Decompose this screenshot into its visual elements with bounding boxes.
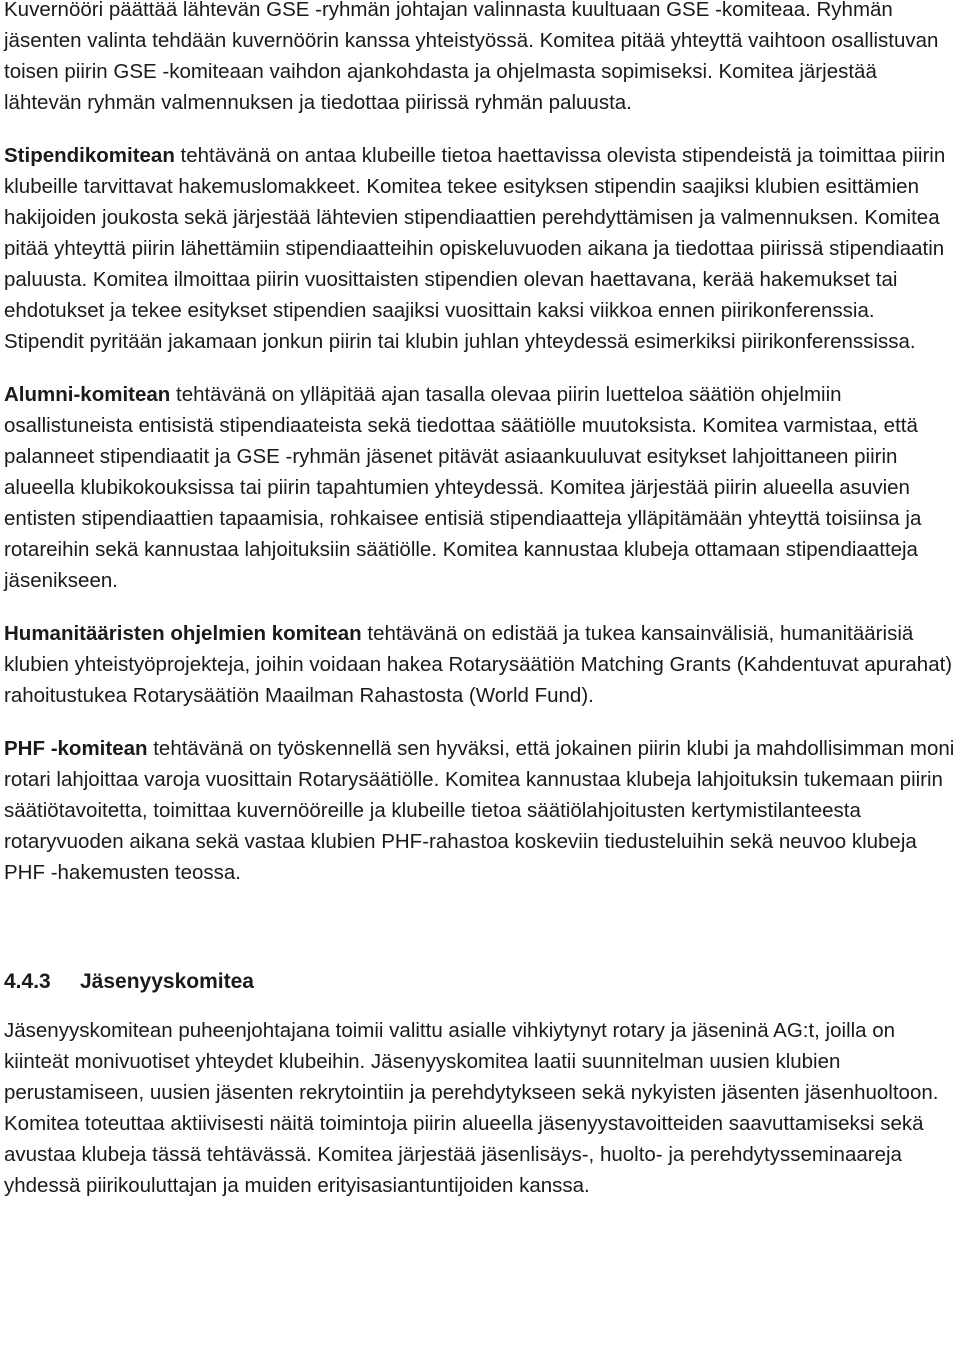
- paragraph-gap: [4, 596, 956, 618]
- section-number: 4.4.3: [4, 970, 51, 993]
- paragraph-stipendi-text: tehtävänä on antaa klubeille tietoa haettavissa olevista stipendeistä ja toimittaa piirin klubeille tarvittavat hakemuslomakkeet. Komitea tekee esityksen stipendin saajiksi klubien esittämien hakijoiden joukosta sekä järjestää lähtevien stipendiaattien perehdyttämisen ja valmennuksen. Komitea pitää yhteyttä piirin lähettämiin stipendiaatteihin opiskeluvuoden aikana ja tiedottaa piirissä stipendiaatin paluusta. Komitea ilmoittaa piirin vuosittaisten stipendien olevan haettavana, kerää hakemukset tai ehdotukset ja tekee esitykset stipendien saajiksi vuosittain kaksi viikkoa ennen piirikonferenssia. Stipendit pyritään jakamaan jonkun piirin tai klubin juhlan yhteydessä esimerkiksi piirikonferenssissa.: [4, 144, 946, 353]
- paragraph-alumnikomitea: [4, 379, 956, 596]
- paragraph-gap: [4, 118, 956, 140]
- paragraph-alumni-text: tehtävänä on ylläpitää ajan tasalla olevaa piirin luetteloa säätiön ohjelmiin osallistuneista entisistä stipendiaateista sekä tiedottaa säätiölle muutoksista. Komitea varmistaa, että palanneet stipendiaatit ja GSE -ryhmän jäsenet pitävät asiaankuuluvat esitykset lahjoittaneen piirin alueella klubikokouksissa tai piirin tapahtumien yhteydessä. Komitea järjestää piirin alueella asuvien entisten stipendiaattien tapaamisia, rohkaisee entisiä stipendiaatteja ylläpitämään yhteyttä toisiinsa ja rotareihin sekä kannustaa lahjoituksiin säätiölle. Komitea kannustaa klubeja ottamaan stipendiaatteja jäsenikseen.: [4, 383, 922, 592]
- paragraph-gap: [4, 711, 956, 733]
- paragraph-phf: [4, 733, 956, 888]
- paragraph-gse: [4, 0, 956, 118]
- paragraph-humanitaarinen: [4, 618, 956, 711]
- section-title: Jäsenyyskomitea: [80, 970, 254, 993]
- paragraph-gap: [4, 357, 956, 379]
- section-heading: [4, 966, 956, 997]
- section-gap: [4, 888, 956, 966]
- paragraph-stipendikomitea: [4, 140, 956, 357]
- committee-name-stipendi: Stipendikomitean: [4, 144, 175, 167]
- paragraph-jasenyys-text: Jäsenyyskomitean puheenjohtajana toimii valittu asialle vihkiytynyt rotary ja jäseninä AG:t, joilla on kiinteät monivuotiset yhteydet klubeihin. Jäsenyyskomitea laatii suunnitelman uusien klubien perustamiseen, uusien jäsenten rekrytointiin ja perehdytykseen sekä nykyisten jäsenten jäsenhuoltoon. Komitea toteuttaa aktiivisesti näitä toimintoja piirin alueella jäsenyystavoitteiden saavuttamiseksi sekä avustaa klubeja tässä tehtävässä. Komitea järjestää jäsenlisäys-, huolto- ja perehdytysseminaareja yhdessä piirikouluttajan ja muiden erityisasiantuntijoiden kanssa.: [4, 1019, 939, 1197]
- committee-name-phf: PHF -komitean: [4, 737, 148, 760]
- paragraph-phf-text: tehtävänä on työskennellä sen hyväksi, että jokainen piirin klubi ja mahdollisimman moni rotari lahjoittaa varoja vuosittain Rotarysäätiölle. Komitea kannustaa klubeja lahjoituksin tukemaan piirin säätiötavoitetta, toimittaa kuvernööreille ja klubeille tietoa säätiölahjoitusten kertymistilanteesta rotaryvuoden aikana sekä vastaa klubien PHF-rahastoa koskeviin tiedusteluihin sekä neuvoo klubeja PHF -hakemusten teossa.: [4, 737, 955, 884]
- paragraph-humanitaarinen-text: tehtävänä on edistää ja tukea kansainvälisiä, humanitäärisiä klubien yhteistyöprojekteja, joihin voidaan hakea Rotarysäätiön Matching Grants (Kahdentuvat apurahat) rahoitustukea Rotarysäätiön Maailman Rahastosta (World Fund).: [4, 622, 953, 707]
- paragraph-jasenyys: [4, 1015, 956, 1201]
- committee-name-humanitaarinen: Humanitääristen ohjelmien komitean: [4, 622, 362, 645]
- committee-name-alumni: Alumni-komitean: [4, 383, 171, 406]
- paragraph-gse-text: Kuvernööri päättää lähtevän GSE -ryhmän johtajan valinnasta kuultuaan GSE -komiteaa. Ryhmän jäsenten valinta tehdään kuvernöörin kanssa yhteistyössä. Komitea pitää yhteyttä vaihtoon osallistuvan toisen piirin GSE -komiteaan vaihdon ajankohdasta ja ohjelmasta sopimiseksi. Komitea järjestää lähtevän ryhmän valmennuksen ja tiedottaa piirissä ryhmän paluusta.: [4, 0, 939, 114]
- document-page: [4, 0, 956, 1201]
- heading-gap: [4, 997, 956, 1015]
